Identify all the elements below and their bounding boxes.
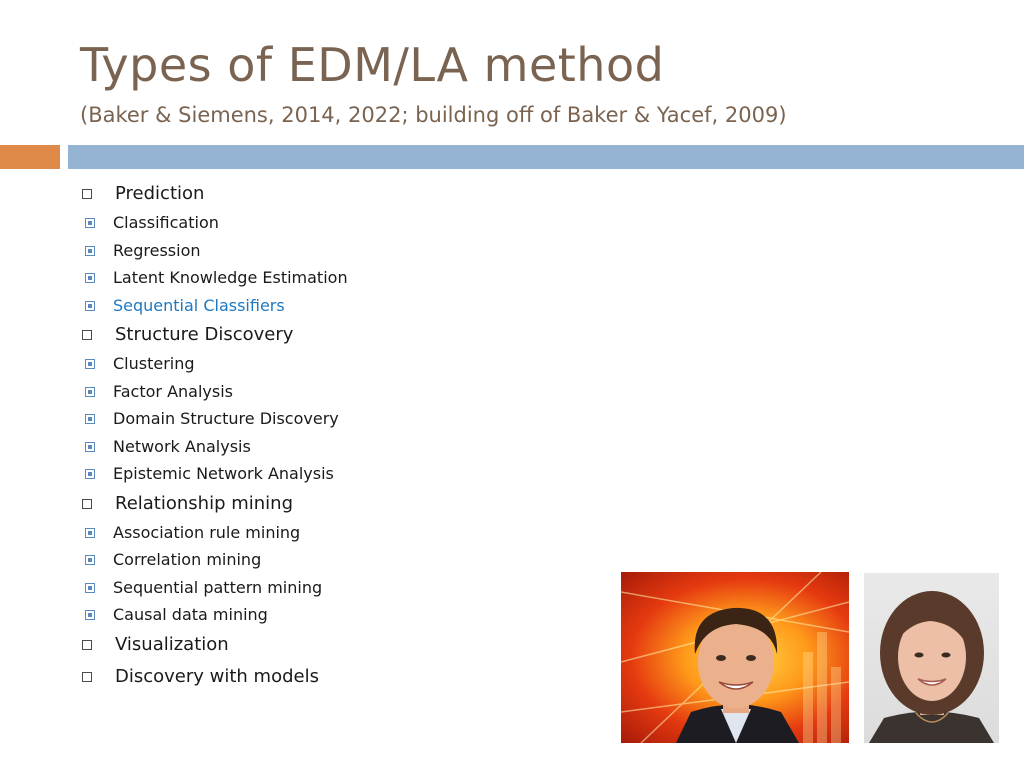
- bullet-square-icon: [85, 469, 95, 479]
- method-category: [78, 490, 598, 518]
- accent-bar-orange: [0, 145, 60, 169]
- category-label: Structure Discovery: [115, 324, 294, 345]
- item-label: Sequential pattern mining: [113, 577, 323, 597]
- bullet-box-icon: [82, 640, 92, 650]
- method-category: [78, 321, 598, 349]
- item-label: Association rule mining: [113, 522, 301, 542]
- bullet-square-icon: [85, 555, 95, 565]
- method-item-highlighted: [41, 292, 598, 320]
- method-item: [41, 405, 598, 433]
- item-label: Regression: [113, 240, 201, 260]
- method-item: [41, 350, 598, 378]
- category-label: Relationship mining: [115, 492, 293, 514]
- item-label: Sequential Classifiers: [113, 295, 285, 315]
- bullet-square-icon: [85, 414, 95, 424]
- item-label: Epistemic Network Analysis: [113, 464, 334, 483]
- method-item: [41, 237, 598, 265]
- slide-title: Types of EDM/LA method: [80, 38, 665, 92]
- bullet-square-icon: [85, 583, 95, 593]
- bullet-box-icon: [82, 189, 92, 199]
- category-label: Visualization: [115, 633, 229, 655]
- method-item: [41, 378, 598, 406]
- method-list: [78, 180, 598, 691]
- item-label: Latent Knowledge Estimation: [113, 268, 348, 287]
- category-label: Prediction: [115, 183, 205, 204]
- bullet-square-icon: [85, 246, 95, 256]
- accent-bar-blue: [68, 145, 1024, 169]
- item-label: Causal data mining: [113, 605, 268, 624]
- item-label: Factor Analysis: [113, 381, 233, 401]
- portrait-woman-illustration: [864, 573, 999, 743]
- method-item: [41, 264, 598, 292]
- method-item: [41, 209, 598, 237]
- bullet-square-icon: [85, 273, 95, 283]
- bullet-square-icon: [85, 218, 95, 228]
- method-category: [78, 663, 598, 691]
- item-label: Classification: [113, 213, 219, 232]
- bullet-square-icon: [85, 301, 95, 311]
- bullet-box-icon: [82, 499, 92, 509]
- bullet-square-icon: [85, 442, 95, 452]
- method-item: [41, 460, 598, 488]
- bullet-square-icon: [85, 359, 95, 369]
- slide-subtitle: (Baker & Siemens, 2014, 2022; building off of Baker & Yacef, 2009): [80, 103, 787, 127]
- method-item: [41, 601, 598, 629]
- portrait-photo-man: [621, 572, 849, 743]
- portrait-man-illustration: [621, 572, 849, 743]
- item-label: Clustering: [113, 354, 195, 373]
- portrait-photo-woman: [864, 573, 999, 743]
- method-category: [78, 631, 598, 659]
- item-label: Network Analysis: [113, 436, 251, 456]
- method-category: [78, 180, 598, 208]
- category-label: Discovery with models: [115, 665, 319, 687]
- item-label: Domain Structure Discovery: [113, 409, 339, 428]
- bullet-square-icon: [85, 610, 95, 620]
- item-label: Correlation mining: [113, 550, 262, 569]
- bullet-square-icon: [85, 528, 95, 538]
- method-item: [41, 574, 598, 602]
- bullet-box-icon: [82, 330, 92, 340]
- bullet-square-icon: [85, 387, 95, 397]
- method-item: [41, 433, 598, 461]
- bullet-box-icon: [82, 672, 92, 682]
- method-item: [41, 546, 598, 574]
- method-item: [41, 519, 598, 547]
